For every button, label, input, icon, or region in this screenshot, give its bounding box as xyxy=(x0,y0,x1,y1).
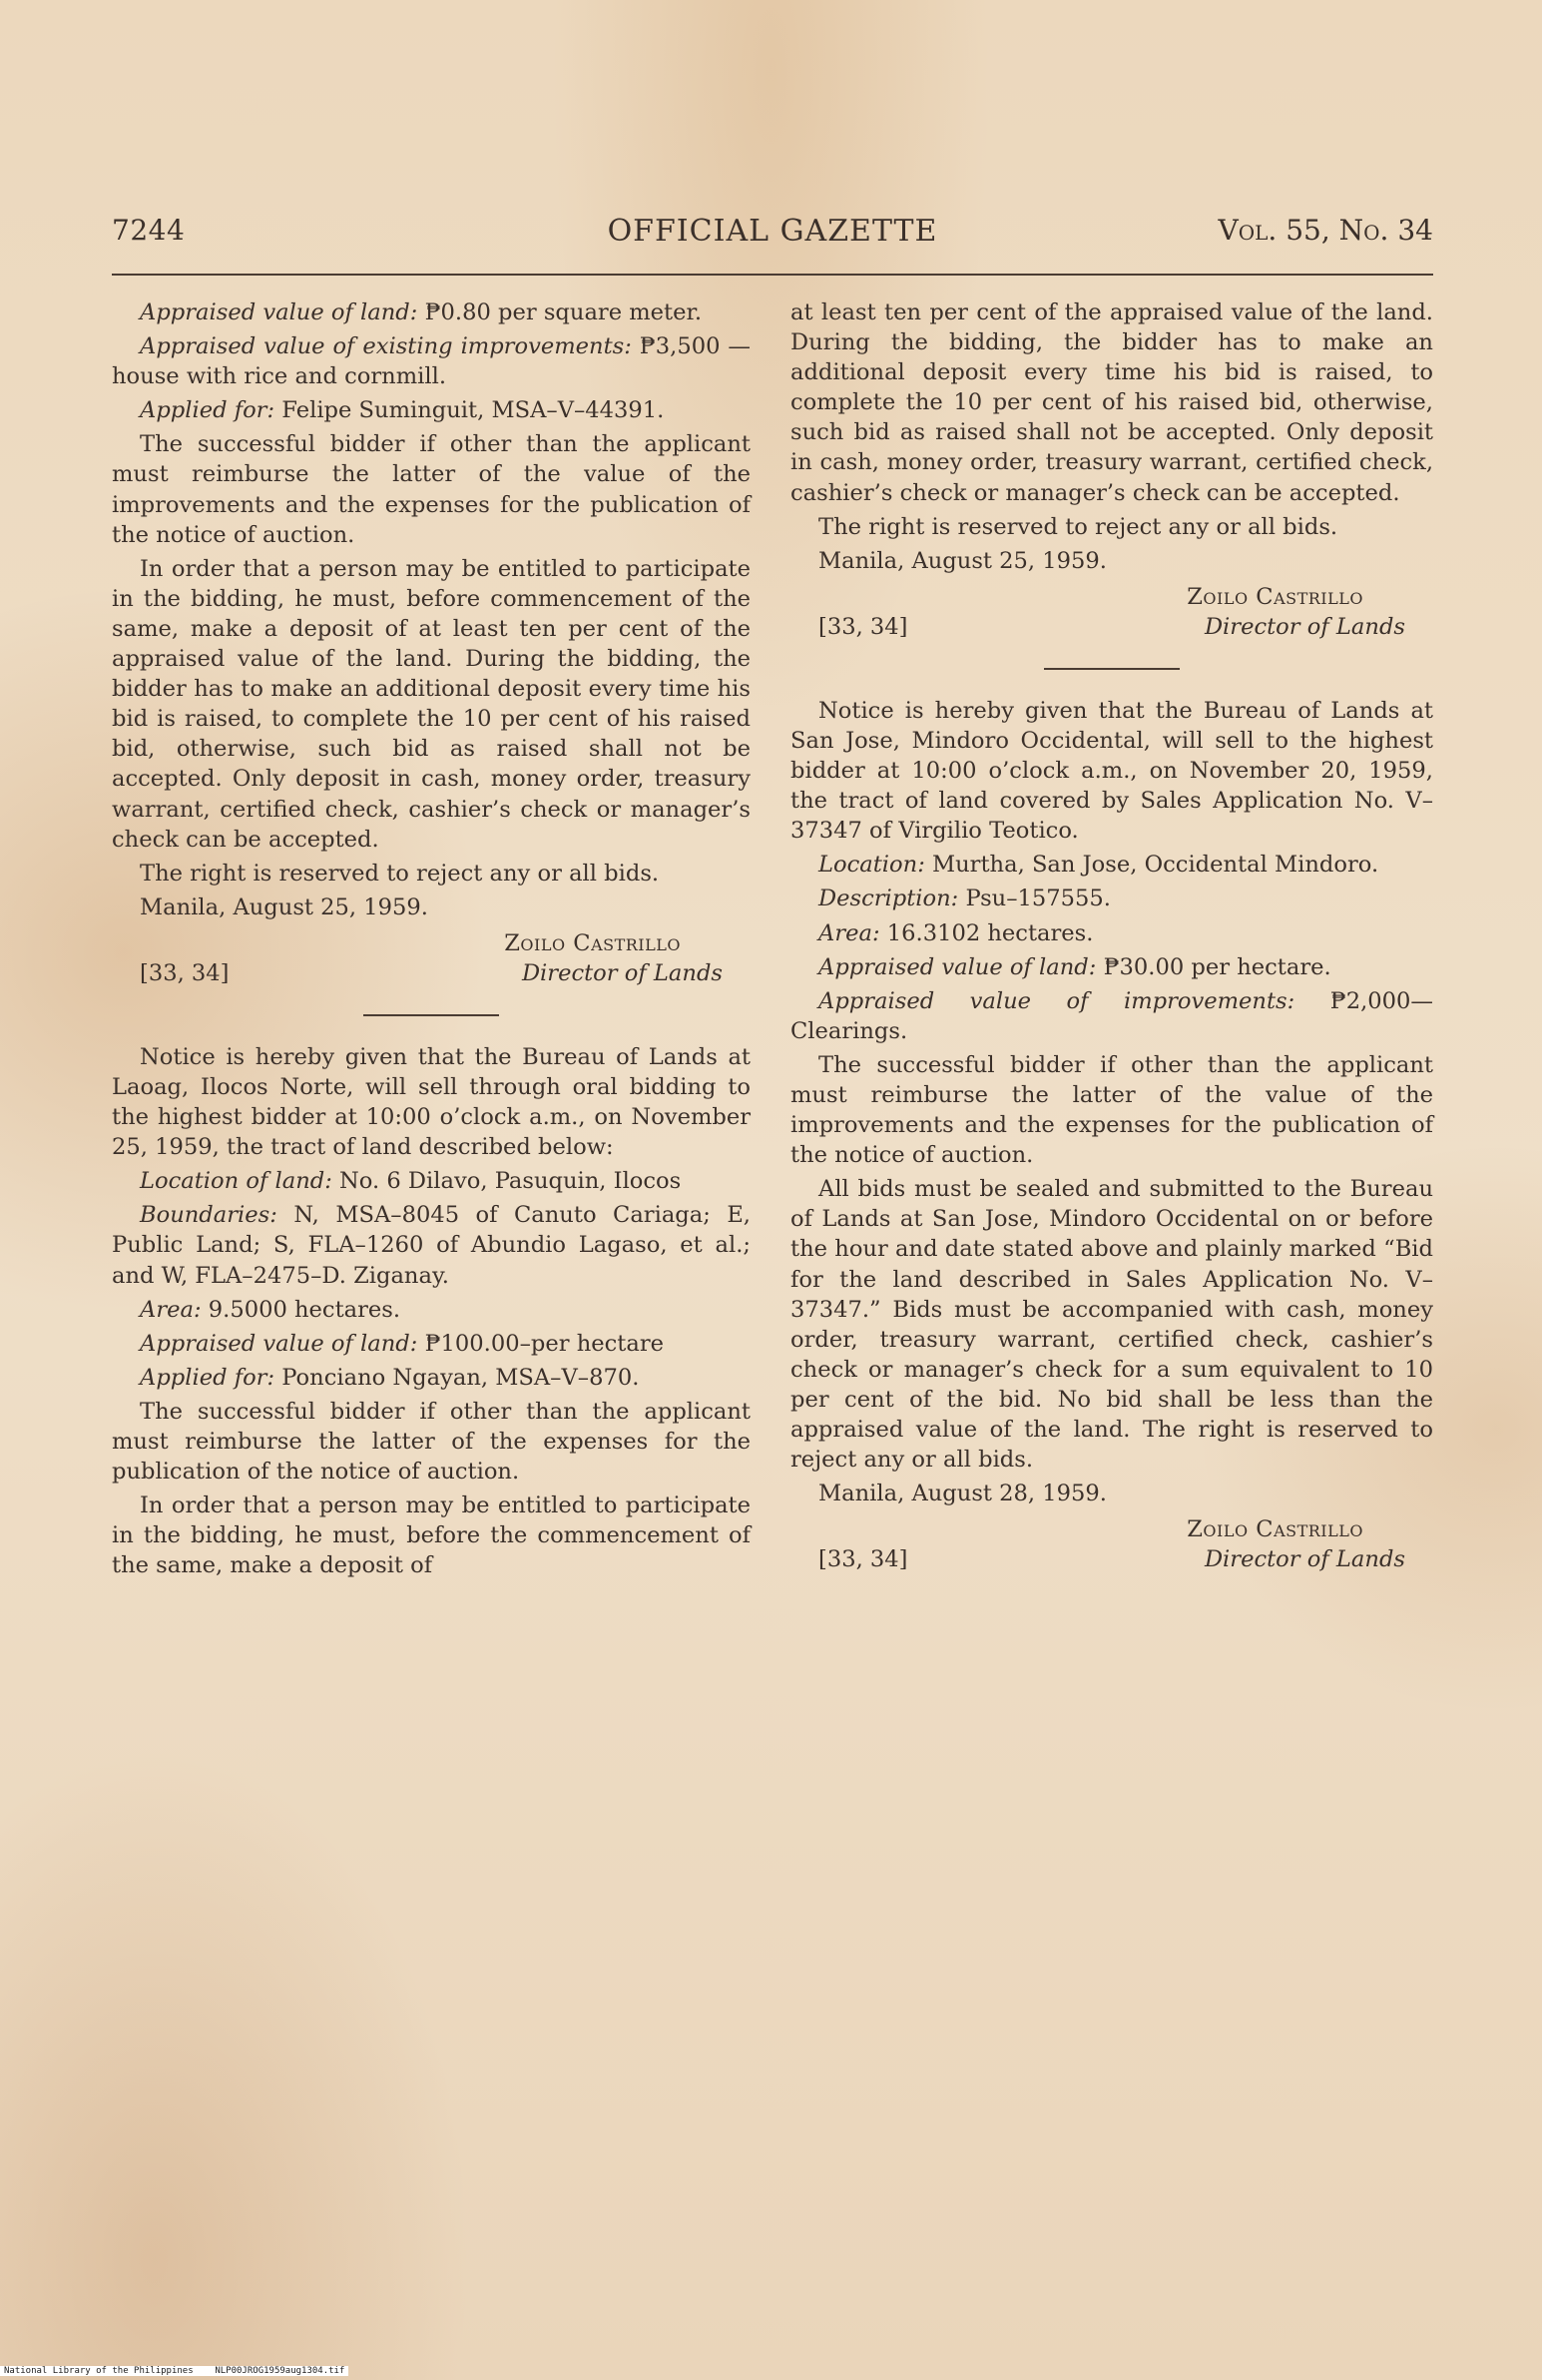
boundaries-line: Boundaries: N, MSA–8045 of Canuto Cariaga; E, Public Land; S, FLA–1260 of Abundio Lagaso, et al.; and W, FLA–2475–D. Ziganay. xyxy=(112,1202,751,1289)
deposit-paragraph: In order that a person may be entitled to participate in the bidding, he must, before the commencement of the same, make a deposit of xyxy=(112,1492,751,1579)
issue-reference: [33, 34] xyxy=(140,959,230,986)
footer-file: NLP00JROG1959aug1304.tif xyxy=(215,2366,345,2376)
notice-divider xyxy=(1044,668,1180,670)
publication-title: OFFICIAL GAZETTE xyxy=(607,214,938,249)
signatory-name: Zoilo Castrillo xyxy=(1187,1516,1363,1543)
appraised-improvements-line: Appraised value of improvements: ₱2,000—Clearings. xyxy=(790,987,1433,1044)
appraised-land-line: Appraised value of land: ₱100.00–per hectare xyxy=(140,1330,664,1357)
signature-block xyxy=(790,582,1433,644)
signatory-name: Zoilo Castrillo xyxy=(504,929,681,956)
location-line: Location: Murtha, San Jose, Occidental Mindoro. xyxy=(818,852,1379,879)
signatory-title: Director of Lands xyxy=(1204,613,1405,640)
notice-divider xyxy=(363,1014,499,1016)
appraised-land-line: Appraised value of land: ₱30.00 per hectare. xyxy=(818,953,1331,980)
scan-footer xyxy=(0,2366,348,2376)
page-header xyxy=(112,214,1433,262)
issue-reference: [33, 34] xyxy=(818,1546,908,1573)
footer-library: National Library of the Philippines xyxy=(4,2366,194,2376)
right-column xyxy=(790,298,1433,1576)
date-line: Manila, August 25, 1959. xyxy=(818,547,1107,574)
area-line: Area: 9.5000 hectares. xyxy=(140,1296,401,1323)
signatory-name: Zoilo Castrillo xyxy=(1187,583,1363,610)
signature-block xyxy=(790,1514,1433,1576)
notice-intro-paragraph: Notice is hereby given that the Bureau of Lands at San Jose, Mindoro Occidental, will sell to the highest bidder at 10:00 o’clock a.m., on November 20, 1959, the tract of land covered by Sales Application No. V–37347 of Virgilio Teotico. xyxy=(790,697,1433,845)
reimburse-paragraph: The successful bidder if other than the applicant must reimburse the latter of the expenses for the publication of the notice of auction. xyxy=(112,1398,751,1486)
description-line: Description: Psu–157555. xyxy=(818,886,1111,912)
area-line: Area: 16.3102 hectares. xyxy=(818,919,1094,946)
applied-for-line: Applied for: Felipe Suminguit, MSA–V–44391. xyxy=(140,397,665,424)
date-line: Manila, August 25, 1959. xyxy=(140,893,428,920)
notice-intro-paragraph: Notice is hereby given that the Bureau of Lands at Laoag, Ilocos Norte, will sell through oral bidding to the highest bidder at 10:00 o’clock a.m., on November 25, 1959, the tract of land described below: xyxy=(112,1043,751,1161)
bids-paragraph: All bids must be sealed and submitted to the Bureau of Lands at San Jose, Mindoro Occidental on or before the hour and date stated above and plainly marked “Bid for the land described in Sales Application No. V–37347.” Bids must be accompanied with cash, money order, treasury warrant, certified check, cashier’s check or manager’s check for a sum equivalent to 10 per cent of the bid. No bid shall be less than the appraised value of the land. The right is reserved to reject any or all bids. xyxy=(790,1176,1433,1474)
applied-for-line: Applied for: Ponciano Ngayan, MSA–V–870. xyxy=(140,1364,640,1391)
date-line: Manila, August 28, 1959. xyxy=(818,1481,1107,1507)
left-column xyxy=(112,298,751,1584)
deposit-continued-paragraph: at least ten per cent of the appraised value of the land. During the bidding, the bidder has to make an additional deposit every time his bid is raised, to complete the 10 per cent of his raised bid, otherwise, such bid as raised shall not be accepted. Only deposit in cash, money order, treasury warrant, certified check, cashier’s check or manager’s check can be accepted. xyxy=(790,299,1433,506)
reimburse-paragraph: The successful bidder if other than the applicant must reimburse the latter of the value of the improvements and the expenses for the publication of the notice of auction. xyxy=(790,1051,1433,1169)
volume-info: Vol. 55, No. 34 xyxy=(1218,214,1433,247)
appraised-improvements-line: Appraised value of existing improvements: ₱3,500 —house with rice and cornmill. xyxy=(112,333,751,390)
right-reserved-line: The right is reserved to reject any or all bids. xyxy=(818,513,1338,540)
appraised-land-line: Appraised value of land: ₱0.80 per square meter. xyxy=(140,299,703,325)
right-reserved-line: The right is reserved to reject any or all bids. xyxy=(140,860,660,887)
reimburse-paragraph: The successful bidder if other than the applicant must reimburse the latter of the value of the improvements and the expenses for the publication of the notice of auction. xyxy=(112,431,751,548)
signature-block xyxy=(112,928,751,990)
page-number: 7244 xyxy=(112,214,186,247)
issue-reference: [33, 34] xyxy=(818,613,908,640)
signatory-title: Director of Lands xyxy=(521,959,723,986)
deposit-paragraph: In order that a person may be entitled to participate in the bidding, he must, before commencement of the same, make a deposit of at least ten per cent of the appraised value of the land. During the bidding, the bidder has to make an additional deposit every time his bid is raised, to complete the 10 per cent of his raised bid, otherwise, such bid as raised shall not be accepted. Only deposit in cash, money order, treasury warrant, certified check, cashier’s check or manager’s check can be accepted. xyxy=(112,555,751,853)
signatory-title: Director of Lands xyxy=(1204,1546,1405,1573)
header-rule xyxy=(112,274,1433,276)
location-line: Location of land: No. 6 Dilavo, Pasuquin, Ilocos xyxy=(140,1168,682,1195)
